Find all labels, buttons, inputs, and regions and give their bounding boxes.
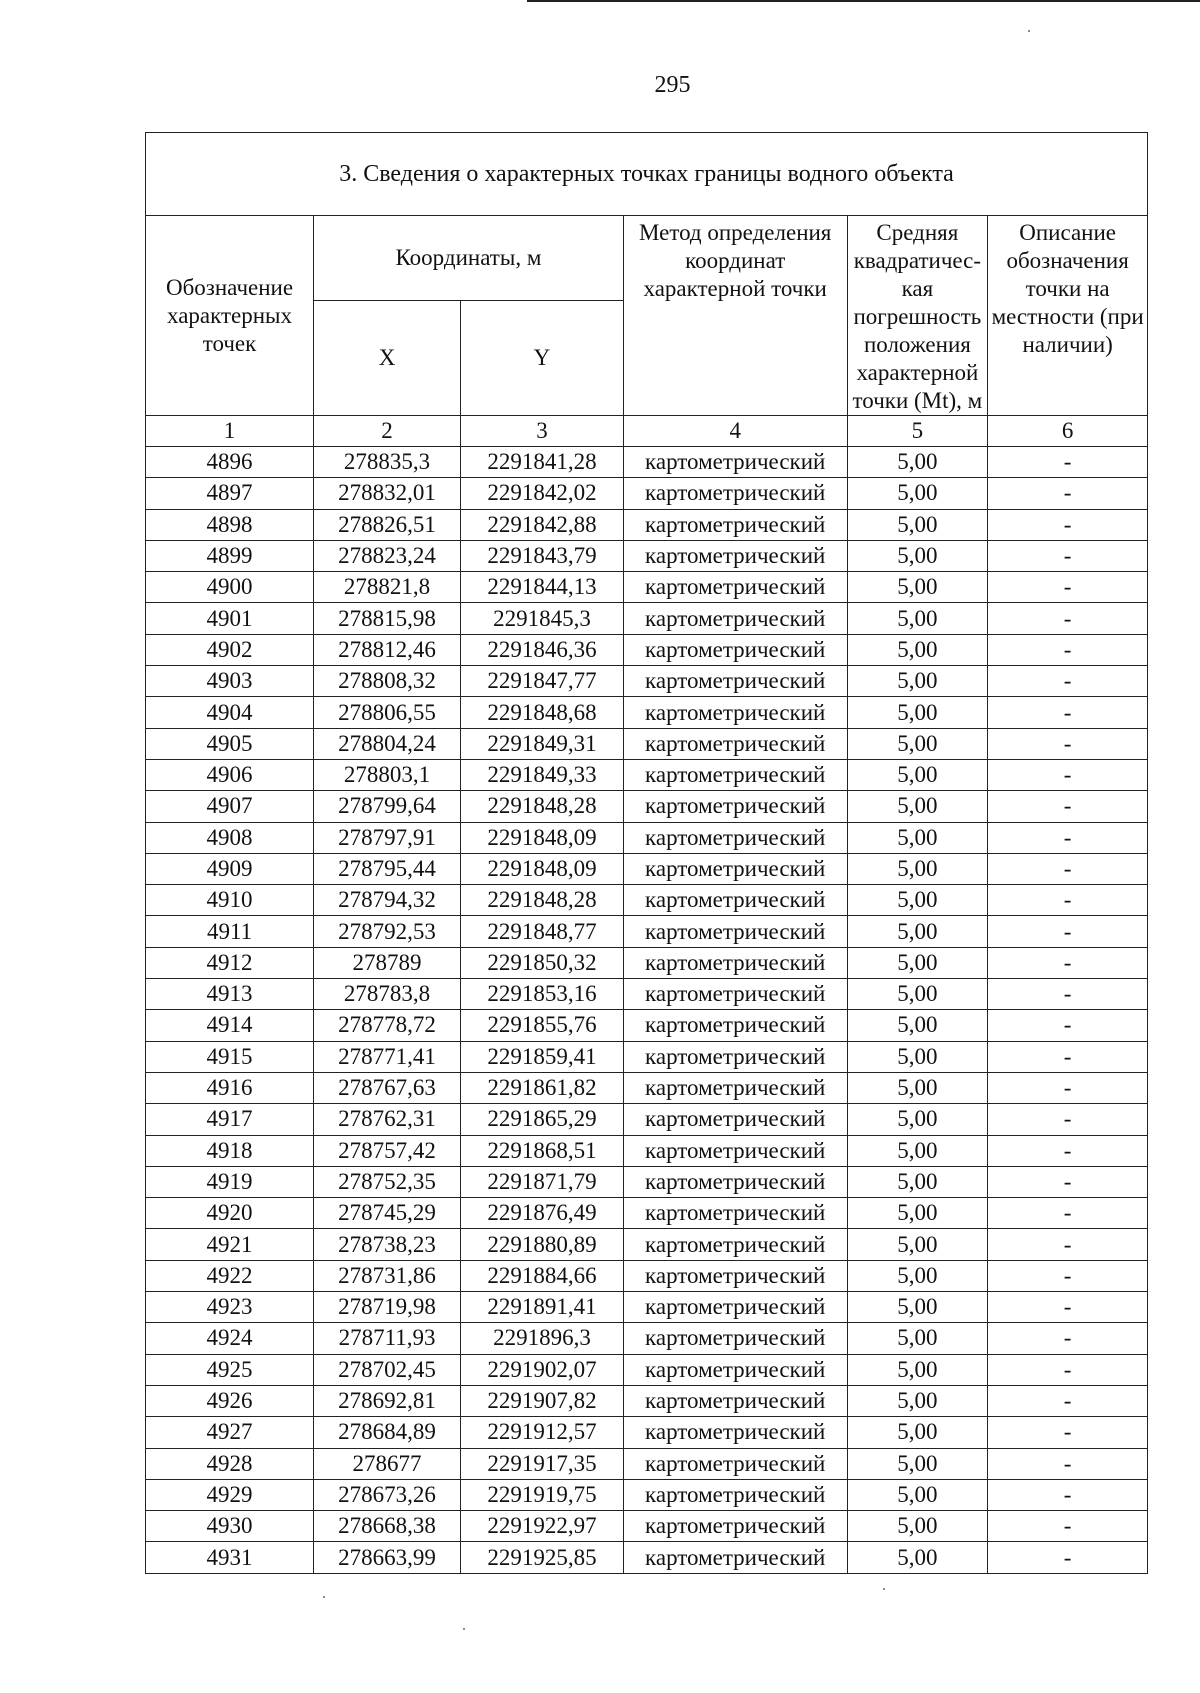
error-cell: 5,00: [847, 1354, 988, 1385]
header-coordinates: Координаты, м: [314, 216, 624, 301]
x-cell: 278803,1: [314, 759, 461, 790]
point-name-cell: 4930: [146, 1511, 314, 1542]
y-cell: 2291919,75: [461, 1479, 624, 1510]
description-cell: -: [988, 1292, 1148, 1323]
error-cell: 5,00: [847, 1511, 988, 1542]
x-cell: 278799,64: [314, 791, 461, 822]
error-cell: 5,00: [847, 979, 988, 1010]
y-cell: 2291842,88: [461, 509, 624, 540]
table-row: [146, 1542, 1148, 1573]
y-cell: 2291891,41: [461, 1292, 624, 1323]
error-cell: 5,00: [847, 853, 988, 884]
point-name-cell: 4910: [146, 885, 314, 916]
error-cell: 5,00: [847, 540, 988, 571]
table-row: [146, 540, 1148, 571]
y-cell: 2291868,51: [461, 1135, 624, 1166]
column-number: 1: [146, 416, 314, 447]
y-cell: 2291884,66: [461, 1260, 624, 1291]
x-cell: 278804,24: [314, 728, 461, 759]
header-method: Метод определения координат характерной точки: [623, 216, 847, 416]
column-number: 4: [623, 416, 847, 447]
point-name-cell: 4902: [146, 634, 314, 665]
description-cell: -: [988, 1479, 1148, 1510]
method-cell: картометрический: [623, 1072, 847, 1103]
x-cell: 278668,38: [314, 1511, 461, 1542]
table-row: [146, 1104, 1148, 1135]
y-cell: 2291847,77: [461, 666, 624, 697]
method-cell: картометрический: [623, 853, 847, 884]
point-name-cell: 4919: [146, 1166, 314, 1197]
description-cell: -: [988, 979, 1148, 1010]
x-cell: 278812,46: [314, 634, 461, 665]
description-cell: -: [988, 697, 1148, 728]
method-cell: картометрический: [623, 1354, 847, 1385]
description-cell: -: [988, 916, 1148, 947]
description-cell: -: [988, 1260, 1148, 1291]
table-row: [146, 728, 1148, 759]
x-cell: 278738,23: [314, 1229, 461, 1260]
method-cell: картометрический: [623, 822, 847, 853]
method-cell: картометрический: [623, 1166, 847, 1197]
header-y: Y: [461, 301, 624, 416]
description-cell: -: [988, 1010, 1148, 1041]
point-name-cell: 4905: [146, 728, 314, 759]
description-cell: -: [988, 1135, 1148, 1166]
method-cell: картометрический: [623, 1229, 847, 1260]
table-row: [146, 1072, 1148, 1103]
table-row: [146, 1292, 1148, 1323]
table-row: [146, 1511, 1148, 1542]
description-cell: -: [988, 666, 1148, 697]
column-number: 3: [461, 416, 624, 447]
point-name-cell: 4904: [146, 697, 314, 728]
error-cell: 5,00: [847, 1198, 988, 1229]
description-cell: -: [988, 853, 1148, 884]
table-row: [146, 759, 1148, 790]
error-cell: 5,00: [847, 1166, 988, 1197]
method-cell: картометрический: [623, 1417, 847, 1448]
method-cell: картометрический: [623, 1260, 847, 1291]
error-cell: 5,00: [847, 1292, 988, 1323]
table-row: [146, 572, 1148, 603]
y-cell: 2291859,41: [461, 1041, 624, 1072]
error-cell: 5,00: [847, 572, 988, 603]
x-cell: 278835,3: [314, 447, 461, 478]
error-cell: 5,00: [847, 1104, 988, 1135]
method-cell: картометрический: [623, 1323, 847, 1354]
y-cell: 2291848,28: [461, 791, 624, 822]
error-cell: 5,00: [847, 478, 988, 509]
description-cell: -: [988, 1229, 1148, 1260]
description-cell: -: [988, 447, 1148, 478]
point-name-cell: 4928: [146, 1448, 314, 1479]
boundary-points-table: [145, 132, 1148, 1574]
error-cell: 5,00: [847, 1135, 988, 1166]
error-cell: 5,00: [847, 759, 988, 790]
y-cell: 2291844,13: [461, 572, 624, 603]
method-cell: картометрический: [623, 791, 847, 822]
page-number: 295: [654, 72, 691, 98]
description-cell: -: [988, 1417, 1148, 1448]
y-cell: 2291880,89: [461, 1229, 624, 1260]
method-cell: картометрический: [623, 979, 847, 1010]
y-cell: 2291850,32: [461, 947, 624, 978]
table-row: [146, 947, 1148, 978]
description-cell: -: [988, 1166, 1148, 1197]
table-row: [146, 1385, 1148, 1416]
point-name-cell: 4927: [146, 1417, 314, 1448]
table-row: [146, 1041, 1148, 1072]
x-cell: 278806,55: [314, 697, 461, 728]
y-cell: 2291848,28: [461, 885, 624, 916]
error-cell: 5,00: [847, 1260, 988, 1291]
description-cell: -: [988, 1542, 1148, 1573]
error-cell: 5,00: [847, 947, 988, 978]
header-error: Средняя квадратичес-кая погрешность положения характерной точки (Mt), м: [847, 216, 988, 416]
y-cell: 2291907,82: [461, 1385, 624, 1416]
description-cell: -: [988, 1072, 1148, 1103]
error-cell: 5,00: [847, 634, 988, 665]
x-cell: 278821,8: [314, 572, 461, 603]
method-cell: картометрический: [623, 1542, 847, 1573]
error-cell: 5,00: [847, 447, 988, 478]
y-cell: 2291922,97: [461, 1511, 624, 1542]
table-row: [146, 1166, 1148, 1197]
method-cell: картометрический: [623, 885, 847, 916]
point-name-cell: 4899: [146, 540, 314, 571]
y-cell: 2291842,02: [461, 478, 624, 509]
x-cell: 278767,63: [314, 1072, 461, 1103]
error-cell: 5,00: [847, 1041, 988, 1072]
description-cell: -: [988, 1198, 1148, 1229]
column-number: 2: [314, 416, 461, 447]
x-cell: 278794,32: [314, 885, 461, 916]
method-cell: картометрический: [623, 478, 847, 509]
y-cell: 2291896,3: [461, 1323, 624, 1354]
column-number: 5: [847, 416, 988, 447]
table-row: [146, 509, 1148, 540]
header-x: X: [314, 301, 461, 416]
point-name-cell: 4914: [146, 1010, 314, 1041]
table-row: [146, 697, 1148, 728]
y-cell: 2291876,49: [461, 1198, 624, 1229]
error-cell: 5,00: [847, 1072, 988, 1103]
error-cell: 5,00: [847, 1479, 988, 1510]
error-cell: 5,00: [847, 916, 988, 947]
table-row: [146, 1479, 1148, 1510]
table-row: [146, 634, 1148, 665]
point-name-cell: 4921: [146, 1229, 314, 1260]
point-name-cell: 4909: [146, 853, 314, 884]
description-cell: -: [988, 885, 1148, 916]
point-name-cell: 4911: [146, 916, 314, 947]
x-cell: 278778,72: [314, 1010, 461, 1041]
error-cell: 5,00: [847, 1448, 988, 1479]
table-row: [146, 916, 1148, 947]
description-cell: -: [988, 791, 1148, 822]
x-cell: 278719,98: [314, 1292, 461, 1323]
scan-speck: [1028, 30, 1030, 32]
point-name-cell: 4922: [146, 1260, 314, 1291]
method-cell: картометрический: [623, 634, 847, 665]
scan-speck: [463, 1628, 465, 1630]
y-cell: 2291871,79: [461, 1166, 624, 1197]
method-cell: картометрический: [623, 1198, 847, 1229]
point-name-cell: 4906: [146, 759, 314, 790]
point-name-cell: 4898: [146, 509, 314, 540]
table-row: [146, 1323, 1148, 1354]
x-cell: 278663,99: [314, 1542, 461, 1573]
method-cell: картометрический: [623, 916, 847, 947]
y-cell: 2291912,57: [461, 1417, 624, 1448]
x-cell: 278808,32: [314, 666, 461, 697]
error-cell: 5,00: [847, 791, 988, 822]
table-row: [146, 791, 1148, 822]
point-name-cell: 4912: [146, 947, 314, 978]
table-row: [146, 979, 1148, 1010]
scan-edge-line: [527, 0, 1200, 2]
point-name-cell: 4916: [146, 1072, 314, 1103]
description-cell: -: [988, 1041, 1148, 1072]
table-title: 3. Сведения о характерных точках границы водного объекта: [146, 133, 1148, 216]
description-cell: -: [988, 728, 1148, 759]
error-cell: 5,00: [847, 1542, 988, 1573]
point-name-cell: 4917: [146, 1104, 314, 1135]
method-cell: картометрический: [623, 1010, 847, 1041]
description-cell: -: [988, 1385, 1148, 1416]
x-cell: 278702,45: [314, 1354, 461, 1385]
x-cell: 278731,86: [314, 1260, 461, 1291]
method-cell: картометрический: [623, 1448, 847, 1479]
method-cell: картометрический: [623, 728, 847, 759]
method-cell: картометрический: [623, 447, 847, 478]
x-cell: 278792,53: [314, 916, 461, 947]
description-cell: -: [988, 540, 1148, 571]
table-row: [146, 1354, 1148, 1385]
table-row: [146, 885, 1148, 916]
method-cell: картометрический: [623, 1385, 847, 1416]
description-cell: -: [988, 509, 1148, 540]
method-cell: картометрический: [623, 603, 847, 634]
error-cell: 5,00: [847, 1385, 988, 1416]
y-cell: 2291917,35: [461, 1448, 624, 1479]
x-cell: 278757,42: [314, 1135, 461, 1166]
table-row: [146, 1448, 1148, 1479]
y-cell: 2291849,31: [461, 728, 624, 759]
point-name-cell: 4897: [146, 478, 314, 509]
description-cell: -: [988, 1448, 1148, 1479]
description-cell: -: [988, 634, 1148, 665]
error-cell: 5,00: [847, 697, 988, 728]
description-cell: -: [988, 947, 1148, 978]
method-cell: картометрический: [623, 509, 847, 540]
y-cell: 2291865,29: [461, 1104, 624, 1135]
y-cell: 2291853,16: [461, 979, 624, 1010]
y-cell: 2291841,28: [461, 447, 624, 478]
method-cell: картометрический: [623, 1135, 847, 1166]
point-name-cell: 4931: [146, 1542, 314, 1573]
method-cell: картометрический: [623, 666, 847, 697]
point-name-cell: 4929: [146, 1479, 314, 1510]
description-cell: -: [988, 572, 1148, 603]
x-cell: 278752,35: [314, 1166, 461, 1197]
method-cell: картометрический: [623, 759, 847, 790]
x-cell: 278797,91: [314, 822, 461, 853]
table-row: [146, 1135, 1148, 1166]
point-name-cell: 4926: [146, 1385, 314, 1416]
point-name-cell: 4903: [146, 666, 314, 697]
description-cell: -: [988, 759, 1148, 790]
method-cell: картометрический: [623, 1292, 847, 1323]
x-cell: 278677: [314, 1448, 461, 1479]
y-cell: 2291849,33: [461, 759, 624, 790]
error-cell: 5,00: [847, 822, 988, 853]
x-cell: 278795,44: [314, 853, 461, 884]
point-name-cell: 4896: [146, 447, 314, 478]
method-cell: картометрический: [623, 697, 847, 728]
point-name-cell: 4918: [146, 1135, 314, 1166]
table-row: [146, 1010, 1148, 1041]
method-cell: картометрический: [623, 1104, 847, 1135]
point-name-cell: 4908: [146, 822, 314, 853]
y-cell: 2291846,36: [461, 634, 624, 665]
x-cell: 278815,98: [314, 603, 461, 634]
description-cell: -: [988, 822, 1148, 853]
scan-speck: [883, 1588, 885, 1590]
x-cell: 278684,89: [314, 1417, 461, 1448]
y-cell: 2291925,85: [461, 1542, 624, 1573]
y-cell: 2291848,77: [461, 916, 624, 947]
method-cell: картометрический: [623, 1511, 847, 1542]
y-cell: 2291845,3: [461, 603, 624, 634]
header-point-name: Обозначение характерных точек: [146, 216, 314, 416]
x-cell: 278745,29: [314, 1198, 461, 1229]
point-name-cell: 4900: [146, 572, 314, 603]
table-row: [146, 1229, 1148, 1260]
error-cell: 5,00: [847, 1323, 988, 1354]
column-number-row: [146, 416, 1148, 447]
y-cell: 2291848,68: [461, 697, 624, 728]
point-name-cell: 4907: [146, 791, 314, 822]
y-cell: 2291861,82: [461, 1072, 624, 1103]
description-cell: -: [988, 603, 1148, 634]
x-cell: 278823,24: [314, 540, 461, 571]
error-cell: 5,00: [847, 1010, 988, 1041]
table-row: [146, 666, 1148, 697]
table-row: [146, 447, 1148, 478]
error-cell: 5,00: [847, 728, 988, 759]
point-name-cell: 4915: [146, 1041, 314, 1072]
y-cell: 2291843,79: [461, 540, 624, 571]
y-cell: 2291848,09: [461, 822, 624, 853]
method-cell: картометрический: [623, 947, 847, 978]
x-cell: 278783,8: [314, 979, 461, 1010]
error-cell: 5,00: [847, 666, 988, 697]
error-cell: 5,00: [847, 509, 988, 540]
table-row: [146, 478, 1148, 509]
table-row: [146, 1198, 1148, 1229]
x-cell: 278711,93: [314, 1323, 461, 1354]
error-cell: 5,00: [847, 1417, 988, 1448]
description-cell: -: [988, 1323, 1148, 1354]
y-cell: 2291855,76: [461, 1010, 624, 1041]
x-cell: 278832,01: [314, 478, 461, 509]
method-cell: картометрический: [623, 1041, 847, 1072]
error-cell: 5,00: [847, 603, 988, 634]
x-cell: 278789: [314, 947, 461, 978]
description-cell: -: [988, 1511, 1148, 1542]
column-number: 6: [988, 416, 1148, 447]
x-cell: 278826,51: [314, 509, 461, 540]
point-name-cell: 4925: [146, 1354, 314, 1385]
y-cell: 2291902,07: [461, 1354, 624, 1385]
description-cell: -: [988, 1104, 1148, 1135]
error-cell: 5,00: [847, 1229, 988, 1260]
x-cell: 278771,41: [314, 1041, 461, 1072]
table-row: [146, 1417, 1148, 1448]
point-name-cell: 4923: [146, 1292, 314, 1323]
table-row: [146, 603, 1148, 634]
table-row: [146, 1260, 1148, 1291]
method-cell: картометрический: [623, 572, 847, 603]
point-name-cell: 4924: [146, 1323, 314, 1354]
y-cell: 2291848,09: [461, 853, 624, 884]
point-name-cell: 4901: [146, 603, 314, 634]
table-row: [146, 822, 1148, 853]
description-cell: -: [988, 1354, 1148, 1385]
method-cell: картометрический: [623, 540, 847, 571]
description-cell: -: [988, 478, 1148, 509]
method-cell: картометрический: [623, 1479, 847, 1510]
header-description: Описание обозначения точки на местности (при наличии): [988, 216, 1148, 416]
table-row: [146, 853, 1148, 884]
point-name-cell: 4913: [146, 979, 314, 1010]
x-cell: 278692,81: [314, 1385, 461, 1416]
scan-speck: [323, 1596, 325, 1598]
x-cell: 278673,26: [314, 1479, 461, 1510]
x-cell: 278762,31: [314, 1104, 461, 1135]
error-cell: 5,00: [847, 885, 988, 916]
point-name-cell: 4920: [146, 1198, 314, 1229]
